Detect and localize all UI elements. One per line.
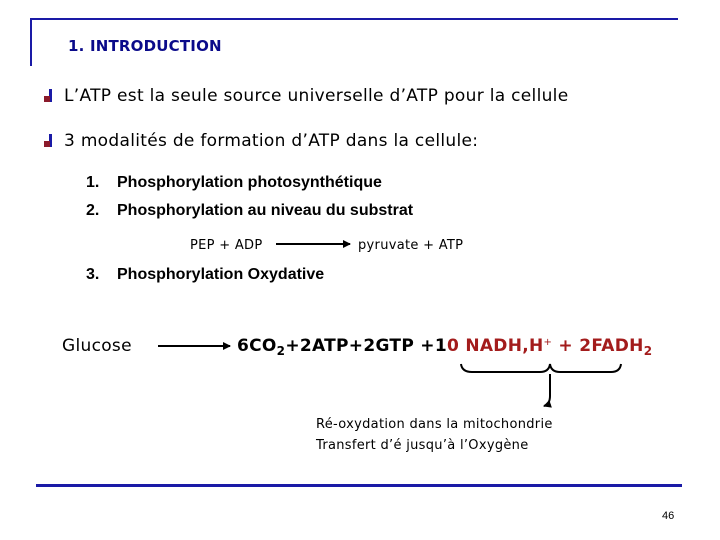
item-label-1: Phosphorylation photosynthétique (117, 174, 382, 191)
electron-transfer-note: Transfert d’é jusqu’à l’Oxygène (316, 438, 529, 453)
item-label-3: Phosphorylation Oxydative (117, 266, 325, 283)
bullet-text-1: L’ATP est la seule source universelle d’ATP pour la cellule (64, 86, 569, 106)
oxidative-products: $6CO_2+2ATP+2GTP +10$ NADH,H+ + $2FADH_2$ (237, 336, 653, 358)
page-number: 46 (662, 510, 675, 522)
item-number-2: 2. (86, 202, 100, 219)
reoxidation-note: Ré-oxydation dans la mitochondrie (316, 417, 553, 432)
oxidative-reactant: Glucose (62, 336, 132, 356)
item-number-1: 1. (86, 174, 100, 191)
brace-pointer-arrow (544, 374, 550, 406)
substrate-reactants: PEP + ADP (190, 238, 263, 253)
slide-title: 1. INTRODUCTION (68, 37, 222, 55)
bullet-text-2: 3 modalités de formation d’ATP dans la cellule: (64, 131, 479, 151)
nadh-brace (461, 364, 621, 372)
substrate-products: pyruvate + ATP (358, 238, 464, 253)
item-label-2: Phosphorylation au niveau du substrat (117, 202, 414, 219)
item-number-3: 3. (86, 266, 100, 283)
bottom-divider (36, 484, 682, 487)
